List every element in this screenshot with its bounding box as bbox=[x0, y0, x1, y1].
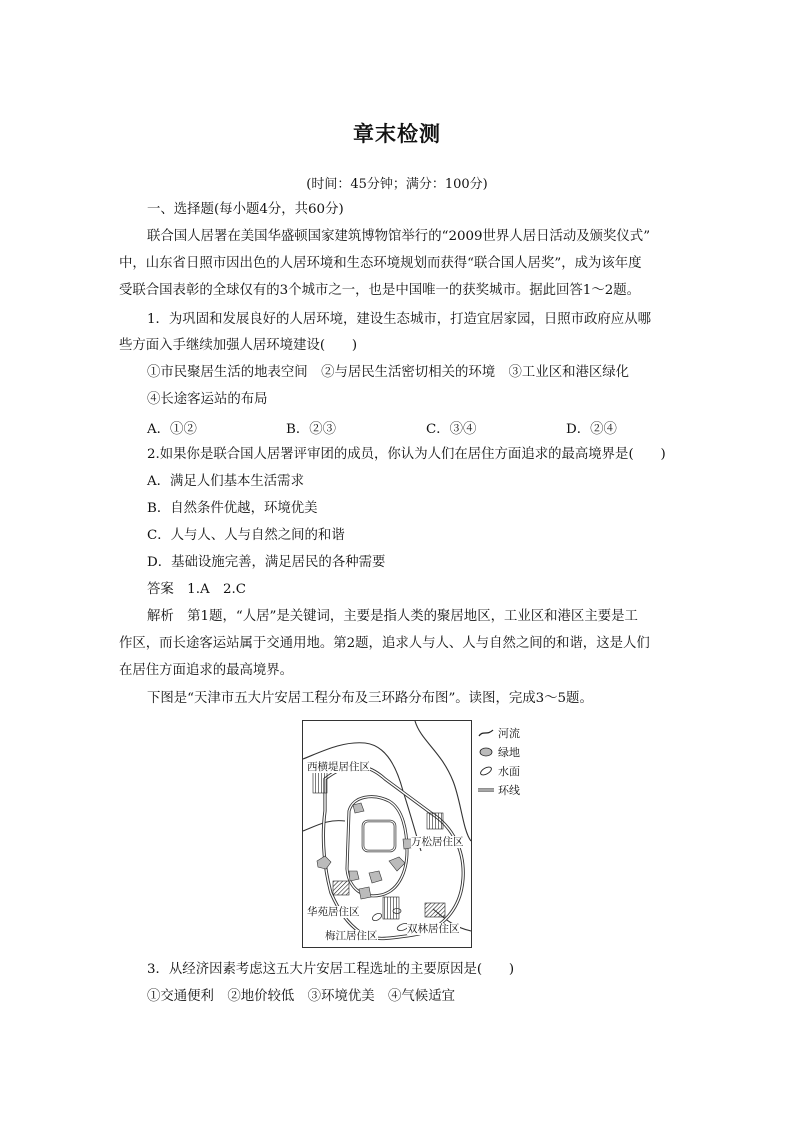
legend-river-label: 河流 bbox=[498, 727, 520, 740]
analysis-line-2: 作区，而长途客运站属于交通用地。第2题，追求人与人、人与自然之间的和谐，这是人们 bbox=[119, 636, 650, 651]
q1-items-line-2: ④长途客运站的布局 bbox=[147, 392, 268, 407]
label-wansong: 万松居住区 bbox=[411, 836, 464, 848]
q1-option-b: B．②③ bbox=[286, 422, 337, 437]
answer-line: 答案 1.A 2.C bbox=[147, 582, 247, 597]
legend-river bbox=[478, 724, 520, 743]
exam-info: (时间：45分钟；满分：100分) bbox=[306, 177, 488, 192]
q1-option-a: A．①② bbox=[147, 422, 197, 437]
water-legend-icon bbox=[478, 766, 494, 776]
q2-option-a: A．满足人们基本生活需求 bbox=[147, 474, 304, 489]
tianjin-map-figure bbox=[302, 720, 526, 950]
q1-items-line-1: ①市民聚居生活的地表空间 ②与居民生活密切相关的环境 ③工业区和港区绿化 bbox=[147, 365, 630, 380]
analysis-line-1: 解析 第1题，“人居”是关键词，主要是指人类的聚居地区，工业区和港区主要是工 bbox=[147, 609, 638, 624]
label-huayuan: 华苑居住区 bbox=[307, 906, 360, 918]
legend-green bbox=[478, 743, 520, 762]
map-frame bbox=[302, 720, 472, 948]
q3-items: ①交通便利 ②地价较低 ③环境优美 ④气候适宜 bbox=[147, 989, 455, 1004]
legend-green-label: 绿地 bbox=[498, 746, 520, 759]
q1-stem-line-1: 1．为巩固和发展良好的人居环境，建设生态城市，打造宜居家园，日照市政府应从哪 bbox=[147, 312, 651, 327]
intro-line-3: 受联合国表彰的全球仅有的3个城市之一，也是中国唯一的获奖城市。据此回答1～2题。 bbox=[119, 283, 641, 298]
legend-water bbox=[478, 762, 520, 781]
label-meijiang: 梅江居住区 bbox=[325, 930, 378, 942]
intro-line-1: 联合国人居署在美国华盛顿国家建筑博物馆举行的“2009世界人居日活动及颁奖仪式” bbox=[147, 229, 651, 244]
q1-option-d: D．②④ bbox=[566, 422, 617, 437]
q1-option-c: C．③④ bbox=[426, 422, 477, 437]
green-legend-icon bbox=[478, 747, 494, 757]
q1-stem-line-2: 些方面入手继续加强人居环境建设( ) bbox=[119, 338, 358, 353]
label-xiheng: 西横堤居住区 bbox=[307, 761, 370, 773]
q2-option-b: B．自然条件优越，环境优美 bbox=[147, 501, 318, 516]
map-intro: 下图是“天津市五大片安居工程分布及三环路分布图”。读图，完成3～5题。 bbox=[147, 691, 593, 706]
legend-ring-label: 环线 bbox=[498, 784, 520, 797]
river-legend-icon bbox=[478, 728, 494, 738]
ring-road-legend-icon bbox=[478, 785, 494, 795]
legend-water-label: 水面 bbox=[498, 765, 520, 778]
q2-option-d: D．基础设施完善，满足居民的各种需要 bbox=[147, 555, 386, 570]
q2-stem: 2.如果你是联合国人居署评审团的成员，你认为人们在居住方面追求的最高境界是( ) bbox=[147, 447, 666, 462]
q3-stem: 3．从经济因素考虑这五大片安居工程选址的主要原因是( ) bbox=[147, 962, 515, 977]
intro-line-2: 中，山东省日照市因出色的人居环境和生态环境规划而获得“联合国人居奖”，成为该年度 bbox=[119, 256, 642, 271]
page-title: 章末检测 bbox=[353, 122, 441, 146]
legend-ring bbox=[478, 781, 520, 800]
map-legend bbox=[478, 724, 520, 800]
inner-ring-road bbox=[363, 821, 395, 851]
section-heading: 一、选择题(每小题4分，共60分) bbox=[147, 202, 344, 217]
q1-options bbox=[147, 418, 667, 436]
q2-option-c: C．人与人、人与自然之间的和谐 bbox=[147, 528, 345, 543]
analysis-line-3: 在居住方面追求的最高境界。 bbox=[119, 663, 294, 678]
label-shuanglin: 双林居住区 bbox=[407, 923, 460, 935]
